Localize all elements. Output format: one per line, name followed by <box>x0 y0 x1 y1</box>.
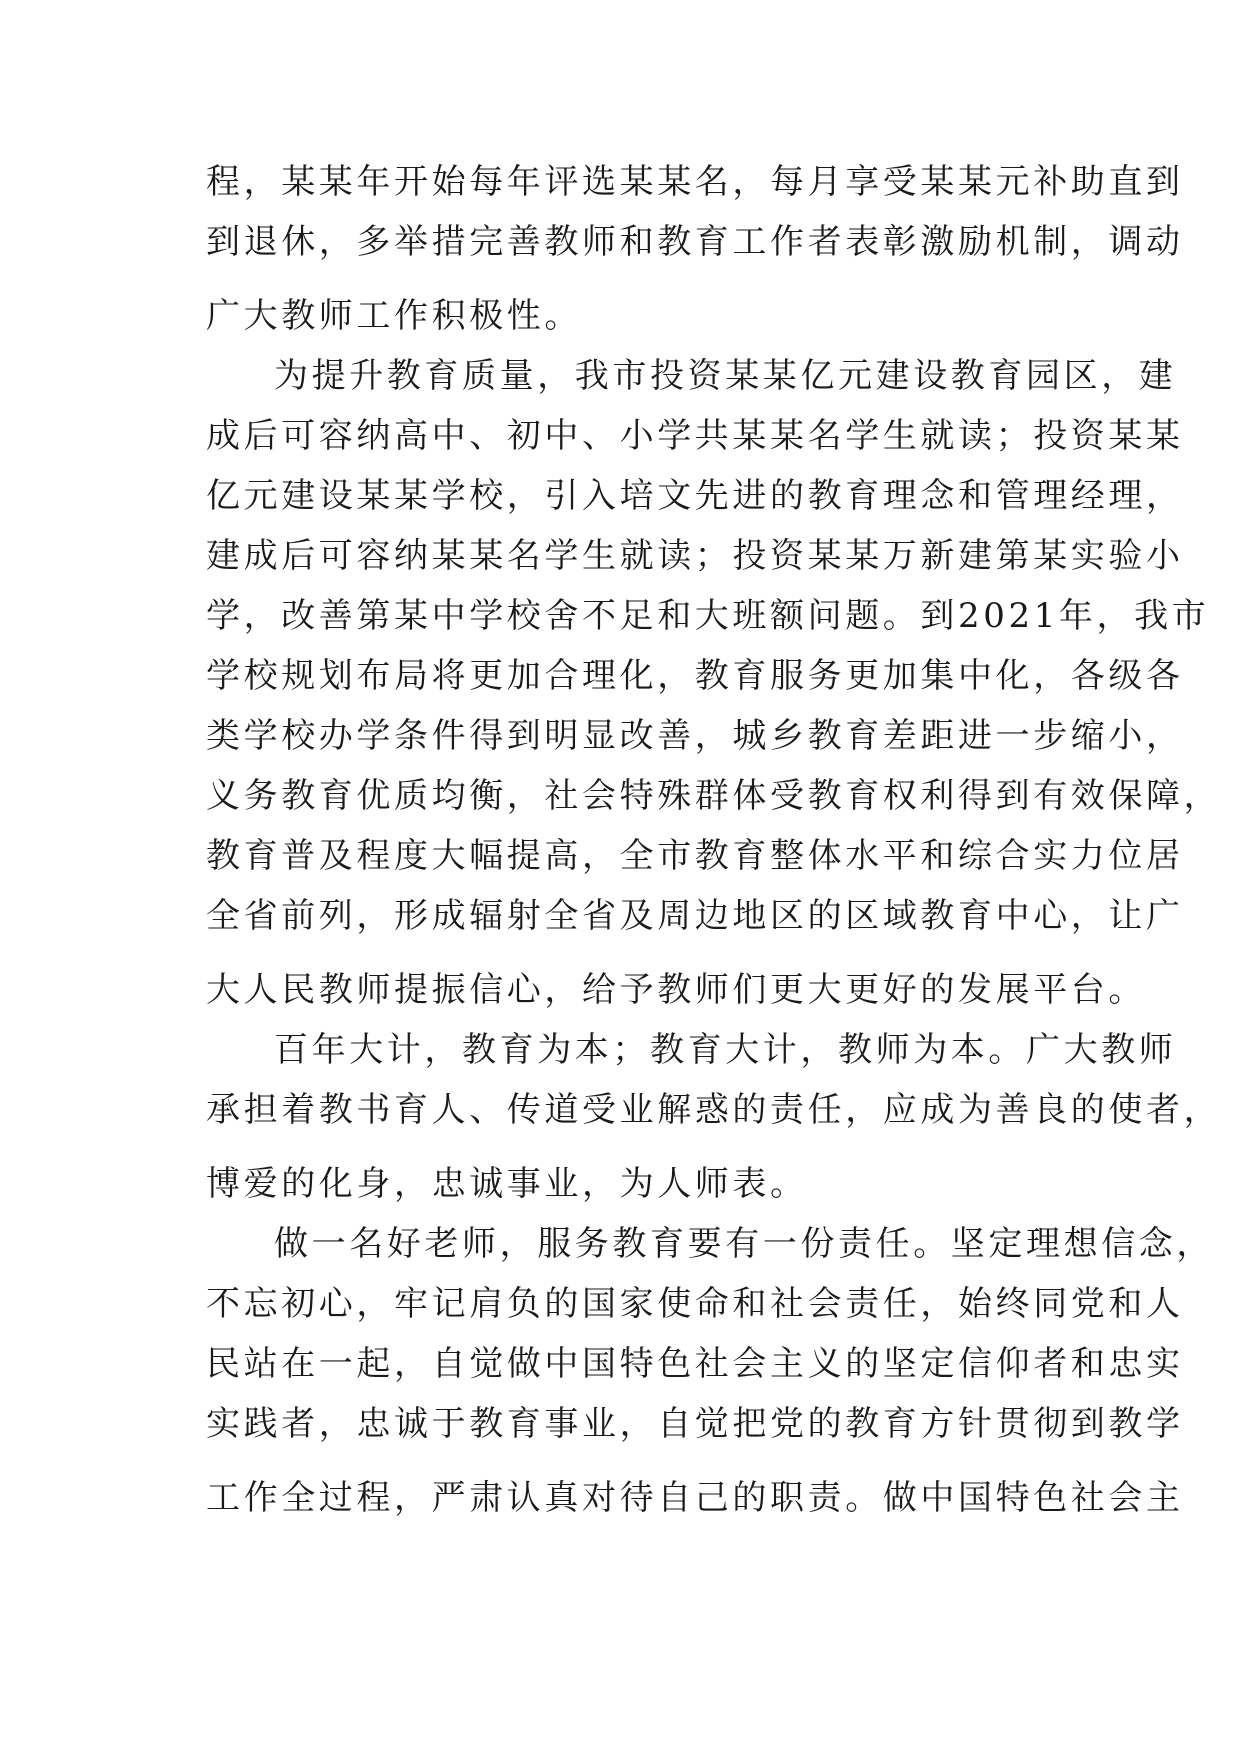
text-line: 工作全过程，严肃认真对待自己的职责。做中国特色社会主 <box>206 1478 1184 1518</box>
text-line: 全省前列，形成辐射全省及周边地区的区域教育中心，让广 <box>206 896 1184 936</box>
text-line: 到退休，多举措完善教师和教育工作者表彰激励机制，调动 <box>206 222 1184 262</box>
text-line: 成后可容纳高中、初中、小学共某某名学生就读；投资某某 <box>206 416 1184 456</box>
text-line: 亿元建设某某学校，引入培文先进的教育理念和管理经理， <box>206 476 1184 516</box>
text-line: 为提升教育质量，我市投资某某亿元建设教育园区，建 <box>274 356 1177 396</box>
text-line: 不忘初心，牢记肩负的国家使命和社会责任，始终同党和人 <box>206 1284 1184 1324</box>
text-line: 类学校办学条件得到明显改善，城乡教育差距进一步缩小， <box>206 716 1184 756</box>
text-line: 民站在一起，自觉做中国特色社会主义的坚定信仰者和忠实 <box>206 1344 1184 1384</box>
text-line: 做一名好老师，服务教育要有一份责任。坚定理想信念， <box>274 1224 1214 1264</box>
text-line: 教育普及程度大幅提高，全市教育整体水平和综合实力位居 <box>206 836 1184 876</box>
text-line: 承担着教书育人、传道受业解惑的责任，应成为善良的使者， <box>206 1090 1222 1130</box>
text-line: 学，改善第某中学校舍不足和大班额问题。到2021年，我市 <box>206 596 1210 636</box>
text-line: 实践者，忠诚于教育事业，自觉把党的教育方针贯彻到教学 <box>206 1404 1184 1444</box>
paragraph <box>206 1020 1222 1214</box>
paragraph <box>206 1214 1214 1528</box>
text-line: 广大教师工作积极性。 <box>206 296 582 336</box>
text-line: 建成后可容纳某某名学生就读；投资某某万新建第某实验小 <box>206 536 1184 576</box>
text-line: 百年大计，教育为本；教育大计，教师为本。广大教师 <box>274 1030 1177 1070</box>
document-body <box>206 152 1222 1528</box>
paragraph <box>206 152 1184 346</box>
text-line: 学校规划布局将更加合理化，教育服务更加集中化，各级各 <box>206 656 1184 696</box>
paragraph <box>206 346 1222 1020</box>
text-line: 程，某某年开始每年评选某某名，每月享受某某元补助直到 <box>206 162 1184 202</box>
text-line: 博爱的化身，忠诚事业，为人师表。 <box>206 1164 808 1204</box>
text-line: 义务教育优质均衡，社会特殊群体受教育权利得到有效保障， <box>206 776 1222 816</box>
text-line: 大人民教师提振信心，给予教师们更大更好的发展平台。 <box>206 970 1146 1010</box>
